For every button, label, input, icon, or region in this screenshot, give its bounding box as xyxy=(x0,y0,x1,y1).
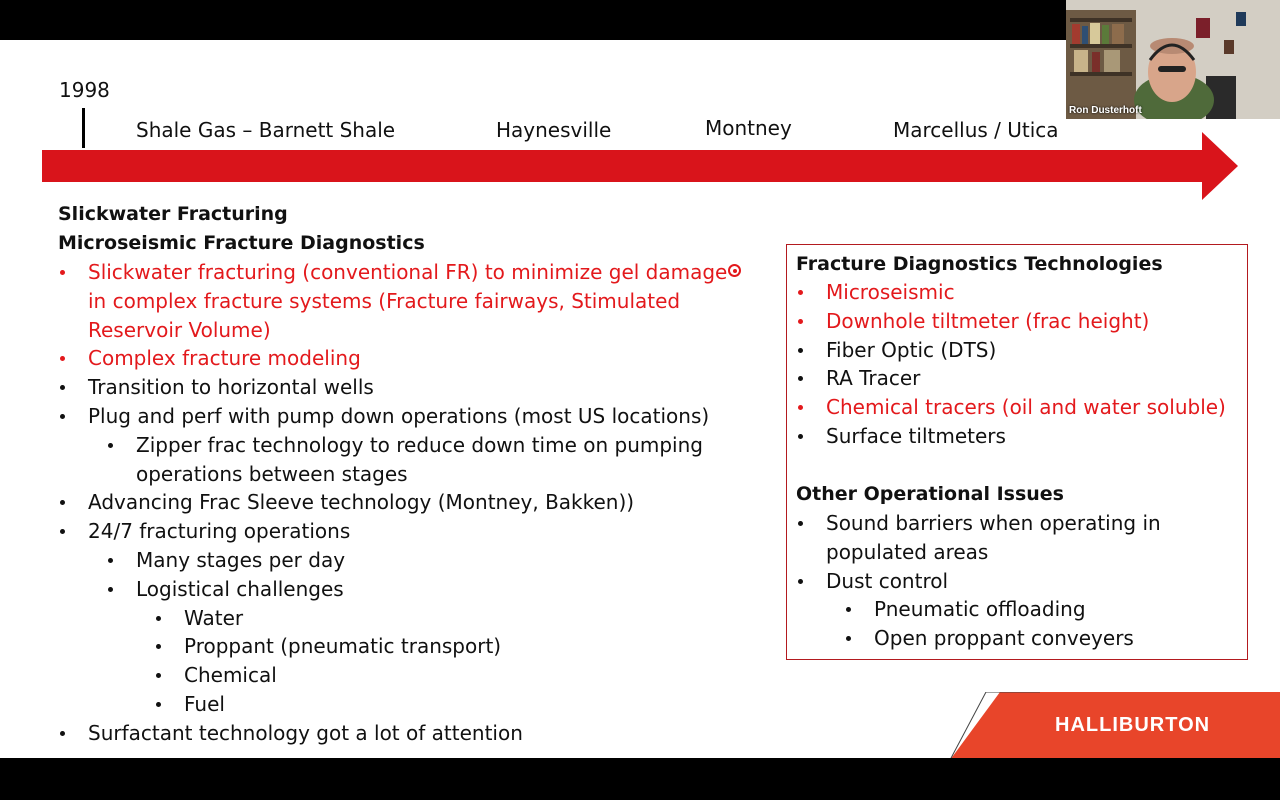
diagnostics-list-item-text: Microseismic xyxy=(826,280,955,304)
left-list-item xyxy=(88,488,634,517)
bullet-dot xyxy=(798,348,803,353)
timeline-arrow xyxy=(42,132,1240,200)
left-list-item-text: Slickwater fracturing (conventional FR) to minimize gel damage xyxy=(88,260,728,284)
diagnostics-list-item-text: Downhole tiltmeter (frac height) xyxy=(826,308,1150,333)
left-list-item xyxy=(136,431,703,460)
left-list-item-text: Complex fracture modeling xyxy=(88,346,361,371)
era-label-haynesville: Haynesville xyxy=(496,118,612,142)
operational-list-item-text: Pneumatic offloading xyxy=(874,597,1086,622)
left-list-item-text: Chemical xyxy=(184,663,277,688)
left-list-item xyxy=(88,258,727,287)
operational-list-item xyxy=(826,567,948,596)
operational-list-item xyxy=(874,595,1086,624)
bullet-dot xyxy=(60,270,65,275)
presenter-pointer xyxy=(728,264,741,277)
left-list-item xyxy=(136,546,345,575)
bullet-dot xyxy=(156,702,161,707)
bullet-dot xyxy=(798,434,803,439)
left-list-item xyxy=(88,287,680,316)
diagnostics-list-item xyxy=(826,336,996,365)
left-list-item xyxy=(88,316,271,345)
left-list-item xyxy=(88,344,361,373)
left-list-item xyxy=(184,690,225,719)
operational-list-item-text: Dust control xyxy=(826,568,949,593)
left-list-item-text: Plug and perf with pump down operations (most US locations) xyxy=(88,404,710,428)
diagnostics-list-item xyxy=(826,278,955,307)
bullet-dot xyxy=(60,500,65,505)
left-list-item-text: Logistical challenges xyxy=(136,576,344,601)
left-list-item-text: operations between stages xyxy=(136,461,408,486)
left-list-item-text: Reservoir Volume) xyxy=(88,317,271,342)
left-list-item-text: Advancing Frac Sleeve technology (Montney, Bakken)) xyxy=(88,490,635,515)
bullet-dot xyxy=(60,356,65,361)
bullet-dot xyxy=(156,616,161,621)
left-list-item xyxy=(184,632,501,661)
bullet-dot xyxy=(108,587,113,592)
bullet-dot xyxy=(798,319,803,324)
era-label-montney: Montney xyxy=(705,116,792,140)
left-list-item xyxy=(184,604,243,633)
bullet-dot xyxy=(108,443,113,448)
left-list-item xyxy=(88,719,523,748)
left-list-item-text: Many stages per day xyxy=(136,548,346,572)
bullet-dot xyxy=(60,529,65,534)
bullet-dot xyxy=(60,385,65,390)
bullet-dot xyxy=(60,414,65,419)
left-list-item xyxy=(136,460,408,489)
left-list-item-text: Water xyxy=(184,605,244,630)
diagnostics-list-item xyxy=(826,307,1149,336)
box-heading-diagnostics: Fracture Diagnostics Technologies xyxy=(796,253,1163,275)
left-list-item-text: Fuel xyxy=(184,692,225,716)
operational-list-item-text: Sound barriers when operating in xyxy=(826,511,1161,535)
era-label-barnett: Shale Gas – Barnett Shale xyxy=(136,118,396,142)
left-list-item xyxy=(88,517,350,546)
bullet-dot xyxy=(156,673,161,678)
diagnostics-list-item xyxy=(826,364,920,393)
left-list-item xyxy=(88,402,709,431)
operational-list-item xyxy=(826,538,988,567)
bullet-dot xyxy=(798,521,803,526)
diagnostics-list-item-text: Surface tiltmeters xyxy=(826,424,1006,448)
halliburton-logo: HALLIBURTON xyxy=(1055,714,1211,736)
bullet-dot xyxy=(60,731,65,736)
webcam-participant-name: Ron Dusterhoft xyxy=(1069,105,1142,116)
left-list-item xyxy=(88,373,374,402)
diagnostics-list-item-text: RA Tracer xyxy=(826,366,921,391)
webcam-feed xyxy=(1066,0,1280,119)
presentation-slide xyxy=(0,40,1280,758)
bullet-dot xyxy=(798,290,803,295)
left-list-item xyxy=(136,575,344,604)
bullet-dot xyxy=(156,644,161,649)
left-list-item-text: Surfactant technology got a lot of attention xyxy=(88,720,523,745)
operational-list-item xyxy=(874,624,1134,653)
diagnostics-list-item-text: Chemical tracers (oil and water soluble) xyxy=(826,395,1226,420)
box-heading-operational: Other Operational Issues xyxy=(796,483,1064,505)
diagnostics-list-item-text: Fiber Optic (DTS) xyxy=(826,337,997,362)
operational-list-item-text: populated areas xyxy=(826,539,989,564)
diagnostics-list-item xyxy=(826,422,1006,451)
bullet-dot xyxy=(108,558,113,563)
left-heading-microseismic: Microseismic Fracture Diagnostics xyxy=(58,232,425,254)
left-heading-slickwater: Slickwater Fracturing xyxy=(58,203,288,225)
webcam-image xyxy=(1066,0,1280,119)
operational-list-item-text: Open proppant conveyers xyxy=(874,626,1134,651)
bullet-dot xyxy=(798,579,803,584)
timeline-year: 1998 xyxy=(59,78,110,102)
left-list-item-text: Transition to horizontal wells xyxy=(88,375,374,400)
left-list-item-text: Proppant (pneumatic transport) xyxy=(184,634,502,659)
left-list-item-text: Zipper frac technology to reduce down time on pumping xyxy=(136,432,703,457)
left-list-item-text: in complex fracture systems (Fracture fairways, Stimulated xyxy=(88,288,681,313)
left-list-item xyxy=(184,661,277,690)
diagnostics-list-item xyxy=(826,393,1226,422)
left-list-item-text: 24/7 fracturing operations xyxy=(88,519,351,544)
era-label-marcellus: Marcellus / Utica xyxy=(893,118,1059,142)
operational-list-item xyxy=(826,509,1161,538)
